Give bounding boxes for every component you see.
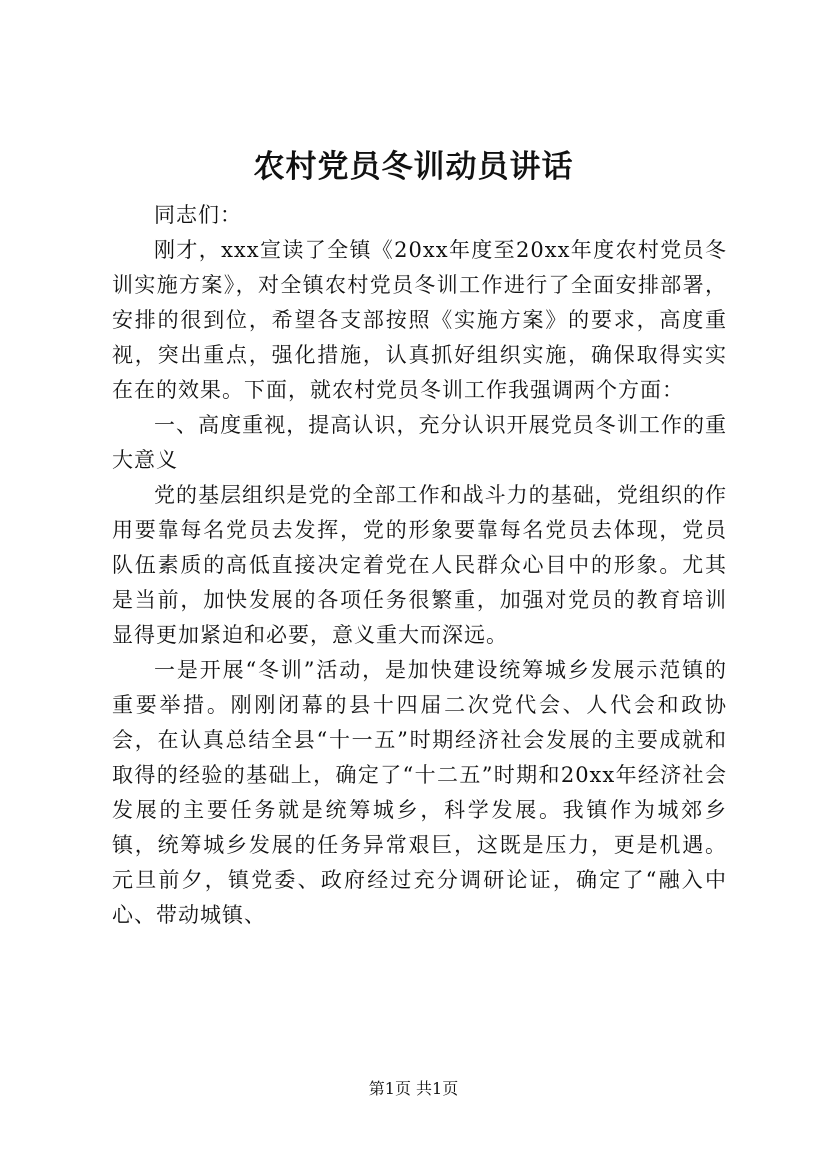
section-heading-1: 一、高度重视，提高认识，充分认识开展党员冬训工作的重大意义 xyxy=(112,413,727,472)
document-body xyxy=(112,198,727,933)
page-footer: 第1页 共1页 xyxy=(368,1079,459,1098)
paragraph-salutation: 同志们： xyxy=(154,203,242,227)
paragraph-point-one: 一是开展“冬训”活动，是加快建设统筹城乡发展示范镇的重要举措。刚刚闭幕的县十四届二次党代会、人代会和政协会，在认真总结全县“十一五”时期经济社会发展的主要成就和取得的经验的基础上，确定了“十二五”时期和20xx年经济社会发展的主要任务就是统筹城乡，科学发展。我镇作为城郊乡镇，统筹城乡发展的任务异常艰巨，这既是压力，更是机遇。元旦前夕，镇党委、政府经过充分调研论证，确定了“融入中心、带动城镇、 xyxy=(112,658,727,927)
paragraph-significance: 党的基层组织是党的全部工作和战斗力的基础，党组织的作用要靠每名党员去发挥，党的形象要靠每名党员去体现，党员队伍素质的高低直接决定着党在人民群众心目中的形象。尤其是当前，加快发展的各项任务很繁重，加强对党员的教育培训显得更加紧迫和必要，意义重大而深远。 xyxy=(112,483,727,647)
paragraph-intro: 刚才，xxx宣读了全镇《20xx年度至20xx年度农村党员冬训实施方案》，对全镇农村党员冬训工作进行了全面安排部署，安排的很到位，希望各支部按照《实施方案》的要求，高度重视，突出重点，强化措施，认真抓好组织实施，确保取得实实在在的效果。下面，就农村党员冬训工作我强调两个方面： xyxy=(112,238,727,402)
document-title: 农村党员冬训动员讲话 xyxy=(253,149,574,185)
